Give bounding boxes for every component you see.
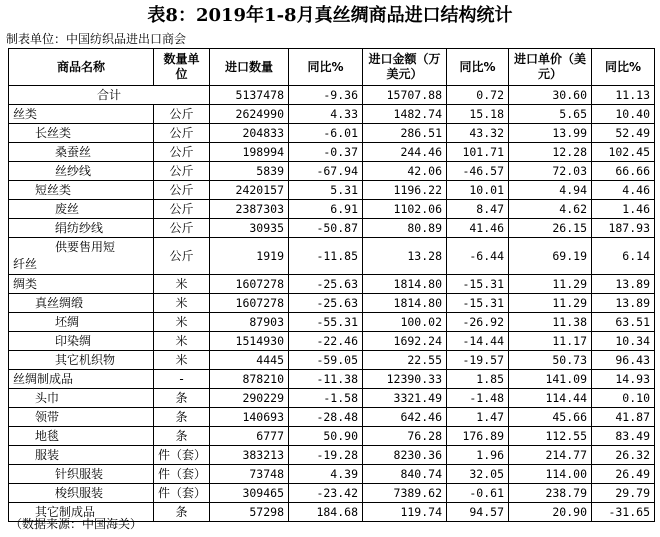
- row-price-yoy: 13.89: [592, 275, 655, 294]
- row-amount: 1196.22: [363, 181, 447, 200]
- row-unit: 米: [154, 332, 210, 351]
- row-price: 11.29: [509, 294, 592, 313]
- row-qty: 5839: [210, 162, 289, 181]
- row-name: 印染绸: [9, 332, 154, 351]
- row-price-yoy: 10.34: [592, 332, 655, 351]
- row-amount-yoy: 1.47: [447, 408, 509, 427]
- row-qty-yoy: -55.31: [289, 313, 363, 332]
- row-qty-yoy: 5.31: [289, 181, 363, 200]
- row-unit: 公斤: [154, 181, 210, 200]
- table-row: [9, 446, 655, 465]
- row-qty-yoy: 184.68: [289, 503, 363, 522]
- row-price-yoy: 10.40: [592, 105, 655, 124]
- row-amount: 8230.36: [363, 446, 447, 465]
- row-unit: 公斤: [154, 200, 210, 219]
- row-price-yoy: 52.49: [592, 124, 655, 143]
- row-amount-yoy: -19.57: [447, 351, 509, 370]
- row-unit: 公斤: [154, 105, 210, 124]
- row-qty-yoy: -59.05: [289, 351, 363, 370]
- row-unit: 公斤: [154, 238, 210, 275]
- row-unit: 米: [154, 275, 210, 294]
- row-amount: 76.28: [363, 427, 447, 446]
- row-amount-yoy: -26.92: [447, 313, 509, 332]
- row-qty: 2387303: [210, 200, 289, 219]
- table-row: [9, 200, 655, 219]
- row-amount: 286.51: [363, 124, 447, 143]
- row-amount: 642.46: [363, 408, 447, 427]
- row-amount: 22.55: [363, 351, 447, 370]
- row-unit: 件（套）: [154, 446, 210, 465]
- row-amount-yoy: 1.85: [447, 370, 509, 389]
- row-amount-yoy: 41.46: [447, 219, 509, 238]
- row-name: 绸类: [9, 275, 154, 294]
- row-price: 13.99: [509, 124, 592, 143]
- row-amount-yoy: 1.96: [447, 446, 509, 465]
- row-unit: 公斤: [154, 162, 210, 181]
- row-price: 214.77: [509, 446, 592, 465]
- table-row: [9, 219, 655, 238]
- row-price-yoy: 83.49: [592, 427, 655, 446]
- table-row: [9, 427, 655, 446]
- table-row: [9, 370, 655, 389]
- header-qty-unit: 数量单位: [154, 49, 210, 86]
- row-qty-yoy: 6.91: [289, 200, 363, 219]
- row-amount-yoy: -14.44: [447, 332, 509, 351]
- row-price-yoy: 13.89: [592, 294, 655, 313]
- header-amount: 进口金额（万美元）: [363, 49, 447, 86]
- table-row: [9, 162, 655, 181]
- row-name: [9, 238, 154, 275]
- row-name: 其它机织物: [9, 351, 154, 370]
- row-amount-yoy: 0.72: [447, 86, 509, 105]
- row-amount-yoy: 176.89: [447, 427, 509, 446]
- table-row: [9, 143, 655, 162]
- row-price-yoy: 6.14: [592, 238, 655, 275]
- row-name: 针织服装: [9, 465, 154, 484]
- row-qty: 878210: [210, 370, 289, 389]
- row-qty: 204833: [210, 124, 289, 143]
- row-qty-yoy: -50.87: [289, 219, 363, 238]
- row-qty-yoy: -28.48: [289, 408, 363, 427]
- table-row: [9, 275, 655, 294]
- row-qty: 2624990: [210, 105, 289, 124]
- row-price-yoy: -31.65: [592, 503, 655, 522]
- row-qty-yoy: -19.28: [289, 446, 363, 465]
- row-amount: 13.28: [363, 238, 447, 275]
- row-price-yoy: 14.93: [592, 370, 655, 389]
- row-price-yoy: 4.46: [592, 181, 655, 200]
- row-amount-yoy: 8.47: [447, 200, 509, 219]
- row-unit: 公斤: [154, 219, 210, 238]
- row-price: 4.94: [509, 181, 592, 200]
- header-row: [9, 49, 655, 86]
- row-qty: 1919: [210, 238, 289, 275]
- row-qty-yoy: 4.39: [289, 465, 363, 484]
- row-price-yoy: 0.10: [592, 389, 655, 408]
- table-row: [9, 389, 655, 408]
- row-unit: 件（套）: [154, 465, 210, 484]
- row-price: 11.29: [509, 275, 592, 294]
- table-row: [9, 238, 655, 275]
- row-amount-yoy: 32.05: [447, 465, 509, 484]
- row-amount: 1102.06: [363, 200, 447, 219]
- header-qty: 进口数量: [210, 49, 289, 86]
- row-price: 4.62: [509, 200, 592, 219]
- row-price: 112.55: [509, 427, 592, 446]
- row-price-yoy: 26.32: [592, 446, 655, 465]
- row-amount: 119.74: [363, 503, 447, 522]
- row-amount-yoy: 43.32: [447, 124, 509, 143]
- row-name: 合计: [9, 86, 210, 105]
- row-qty-yoy: -23.42: [289, 484, 363, 503]
- row-price: 11.17: [509, 332, 592, 351]
- row-amount: 7389.62: [363, 484, 447, 503]
- row-unit: 米: [154, 313, 210, 332]
- import-structure-table: [8, 48, 655, 522]
- row-price-yoy: 11.13: [592, 86, 655, 105]
- row-qty-yoy: -6.01: [289, 124, 363, 143]
- row-unit: 条: [154, 389, 210, 408]
- row-name: 桑蚕丝: [9, 143, 154, 162]
- row-amount: 1814.80: [363, 294, 447, 313]
- row-amount-yoy: 15.18: [447, 105, 509, 124]
- header-name: 商品名称: [9, 49, 154, 86]
- row-price-yoy: 41.87: [592, 408, 655, 427]
- row-price-yoy: 26.49: [592, 465, 655, 484]
- row-amount: 80.89: [363, 219, 447, 238]
- header-amount-yoy: 同比%: [447, 49, 509, 86]
- row-amount: 1482.74: [363, 105, 447, 124]
- row-qty: 2420157: [210, 181, 289, 200]
- row-name: 长丝类: [9, 124, 154, 143]
- row-amount-yoy: -6.44: [447, 238, 509, 275]
- row-qty-yoy: -25.63: [289, 294, 363, 313]
- row-amount: 244.46: [363, 143, 447, 162]
- row-price: 72.03: [509, 162, 592, 181]
- row-price: 20.90: [509, 503, 592, 522]
- row-amount: 1814.80: [363, 275, 447, 294]
- row-unit: 米: [154, 294, 210, 313]
- row-name: 地毯: [9, 427, 154, 446]
- table-row: [9, 465, 655, 484]
- row-name: 废丝: [9, 200, 154, 219]
- row-qty-yoy: -11.38: [289, 370, 363, 389]
- row-amount: 1692.24: [363, 332, 447, 351]
- source-note: （数据来源：中国海关）: [10, 517, 143, 531]
- row-qty: 1607278: [210, 275, 289, 294]
- row-qty: 309465: [210, 484, 289, 503]
- row-price: 26.15: [509, 219, 592, 238]
- row-price-yoy: 187.93: [592, 219, 655, 238]
- row-price: 69.19: [509, 238, 592, 275]
- row-amount-yoy: -1.48: [447, 389, 509, 408]
- row-price: 11.38: [509, 313, 592, 332]
- row-qty-yoy: 50.90: [289, 427, 363, 446]
- row-unit: 公斤: [154, 143, 210, 162]
- row-price: 30.60: [509, 86, 592, 105]
- row-name-line-1: 供要售用短: [55, 240, 116, 254]
- row-qty: 383213: [210, 446, 289, 465]
- row-unit: 米: [154, 351, 210, 370]
- row-amount-yoy: -15.31: [447, 294, 509, 313]
- row-amount: 12390.33: [363, 370, 447, 389]
- row-unit: 件（套）: [154, 484, 210, 503]
- row-qty-yoy: -11.85: [289, 238, 363, 275]
- row-amount: 3321.49: [363, 389, 447, 408]
- unit-note: 制表单位：中国纺织品进出口商会: [6, 32, 187, 46]
- row-price-yoy: 96.43: [592, 351, 655, 370]
- row-amount-yoy: -46.57: [447, 162, 509, 181]
- row-qty-yoy: -1.58: [289, 389, 363, 408]
- row-price: 5.65: [509, 105, 592, 124]
- row-amount-yoy: -15.31: [447, 275, 509, 294]
- row-name: 丝绸制成品: [9, 370, 154, 389]
- row-unit: 条: [154, 503, 210, 522]
- table-row: [9, 313, 655, 332]
- row-price-yoy: 102.45: [592, 143, 655, 162]
- row-unit: -: [154, 370, 210, 389]
- row-qty: 87903: [210, 313, 289, 332]
- row-amount-yoy: 10.01: [447, 181, 509, 200]
- row-name: 坯绸: [9, 313, 154, 332]
- table-row: [9, 124, 655, 143]
- row-qty: 30935: [210, 219, 289, 238]
- row-name: 其它制成品: [9, 503, 154, 522]
- row-amount: 840.74: [363, 465, 447, 484]
- row-name: 梭织服装: [9, 484, 154, 503]
- row-price: 45.66: [509, 408, 592, 427]
- row-amount: 100.02: [363, 313, 447, 332]
- row-name: 丝类: [9, 105, 154, 124]
- row-unit: 条: [154, 427, 210, 446]
- row-price: 12.28: [509, 143, 592, 162]
- table-row: [9, 332, 655, 351]
- row-name: 短丝类: [9, 181, 154, 200]
- row-price-yoy: 29.79: [592, 484, 655, 503]
- row-name: 头巾: [9, 389, 154, 408]
- row-amount-yoy: -0.61: [447, 484, 509, 503]
- row-qty: 1607278: [210, 294, 289, 313]
- row-price-yoy: 66.66: [592, 162, 655, 181]
- table-row: [9, 181, 655, 200]
- row-price: 114.44: [509, 389, 592, 408]
- row-name: 丝纱线: [9, 162, 154, 181]
- row-name-line-2: 纤丝: [13, 257, 38, 271]
- table-row: [9, 105, 655, 124]
- table-row: [9, 408, 655, 427]
- row-amount-yoy: 101.71: [447, 143, 509, 162]
- row-qty: 5137478: [210, 86, 289, 105]
- row-qty-yoy: 4.33: [289, 105, 363, 124]
- row-qty: 73748: [210, 465, 289, 484]
- row-qty: 140693: [210, 408, 289, 427]
- row-qty-yoy: -25.63: [289, 275, 363, 294]
- table-row: [9, 294, 655, 313]
- row-price: 141.09: [509, 370, 592, 389]
- row-qty-yoy: -22.46: [289, 332, 363, 351]
- row-qty: 1514930: [210, 332, 289, 351]
- row-qty: 6777: [210, 427, 289, 446]
- row-name: 真丝绸缎: [9, 294, 154, 313]
- row-qty-yoy: -9.36: [289, 86, 363, 105]
- row-price: 238.79: [509, 484, 592, 503]
- row-price: 114.00: [509, 465, 592, 484]
- row-qty-yoy: -0.37: [289, 143, 363, 162]
- row-qty: 4445: [210, 351, 289, 370]
- row-unit: 条: [154, 408, 210, 427]
- row-unit: 公斤: [154, 124, 210, 143]
- table-title: 表8：2019年1-8月真丝绸商品进口结构统计: [147, 5, 513, 26]
- row-name: 服装: [9, 446, 154, 465]
- table-row: [9, 351, 655, 370]
- row-price-yoy: 1.46: [592, 200, 655, 219]
- row-price-yoy: 63.51: [592, 313, 655, 332]
- row-qty: 290229: [210, 389, 289, 408]
- row-qty-yoy: -67.94: [289, 162, 363, 181]
- row-qty: 57298: [210, 503, 289, 522]
- row-amount: 42.06: [363, 162, 447, 181]
- header-qty-yoy: 同比%: [289, 49, 363, 86]
- row-amount: 15707.88: [363, 86, 447, 105]
- row-price: 50.73: [509, 351, 592, 370]
- row-name: 绢纺纱线: [9, 219, 154, 238]
- header-price-yoy: 同比%: [592, 49, 655, 86]
- header-price: 进口单价（美元）: [509, 49, 592, 86]
- table-row: [9, 484, 655, 503]
- table-row-total: [9, 86, 655, 105]
- row-qty: 198994: [210, 143, 289, 162]
- row-amount-yoy: 94.57: [447, 503, 509, 522]
- row-name: 领带: [9, 408, 154, 427]
